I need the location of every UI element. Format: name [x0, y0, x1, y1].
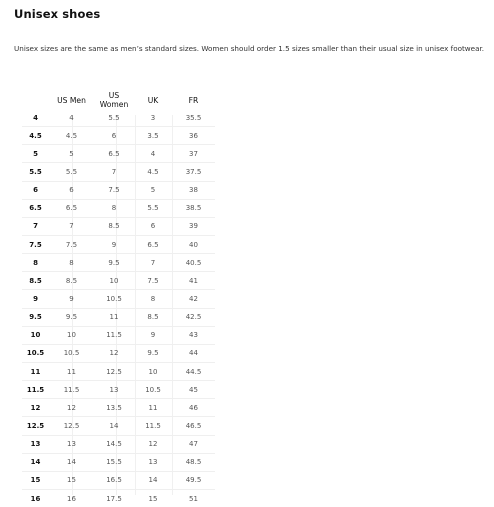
cell-us-men: 10.5: [49, 344, 94, 362]
cell-us-women: 7.5: [94, 181, 134, 199]
row-size: 8.5: [22, 272, 49, 290]
table-row: [22, 308, 215, 326]
row-size: 4.5: [22, 127, 49, 145]
cell-uk: 12: [134, 435, 172, 453]
cell-us-women: 13: [94, 381, 134, 399]
cell-fr: 35.5: [185, 113, 202, 122]
table-row: [22, 290, 215, 308]
cell-uk: 15: [134, 489, 172, 507]
cell-uk: 13: [134, 453, 172, 471]
cell-fr: 40: [172, 235, 215, 253]
table-row: [22, 272, 215, 290]
table-row: [22, 127, 215, 145]
row-size: 11.5: [22, 381, 49, 399]
cell-us-women: 6: [94, 127, 134, 145]
row-size: 5: [22, 145, 49, 163]
cell-us-men: 7: [49, 217, 94, 235]
table-row: [22, 217, 215, 235]
cell-fr: 42: [172, 290, 215, 308]
row-size: 9: [22, 290, 49, 308]
cell-fr: 45: [172, 381, 215, 399]
cell-us-women: 14.5: [94, 435, 134, 453]
cell-us-men: 7.5: [49, 235, 94, 253]
cell-us-men: 12: [49, 399, 94, 417]
row-size: 16: [22, 489, 49, 507]
cell-uk: 11.5: [134, 417, 172, 435]
row-size: 4: [33, 113, 38, 122]
cell-us-women: 10: [94, 272, 134, 290]
cell-us-men: 16: [49, 489, 94, 507]
table-row: [22, 453, 215, 471]
cell-us-men: 11: [49, 362, 94, 380]
cell-uk: 3: [150, 113, 156, 122]
cell-fr: 42.5: [172, 308, 215, 326]
row-size: 6.5: [22, 199, 49, 217]
cell-us-women: 17.5: [94, 489, 134, 507]
cell-us-men: 4.5: [49, 127, 94, 145]
cell-us-women: 11.5: [94, 326, 134, 344]
cell-fr: 48.5: [172, 453, 215, 471]
cell-uk: 10.5: [134, 381, 172, 399]
cell-us-men: 14: [49, 453, 94, 471]
cell-us-women: 9.5: [94, 254, 134, 272]
cell-us-men: 12.5: [49, 417, 94, 435]
cell-us-women: 13.5: [94, 399, 134, 417]
cell-fr: 37.5: [172, 163, 215, 181]
cell-us-women: 15.5: [94, 453, 134, 471]
cell-uk: 9.5: [134, 344, 172, 362]
row-size: 12.5: [22, 417, 49, 435]
table-row: [22, 199, 215, 217]
cell-uk: 5.5: [134, 199, 172, 217]
table-row: [22, 109, 215, 127]
cell-us-men: 4: [69, 113, 74, 122]
size-chart-table: [22, 91, 215, 507]
table-row: [22, 381, 215, 399]
table-row: [22, 471, 215, 489]
cell-fr: 39: [172, 217, 215, 235]
row-size: 13: [22, 435, 49, 453]
cell-uk: 10: [134, 362, 172, 380]
header-uk: UK: [147, 95, 159, 105]
cell-fr: 46: [172, 399, 215, 417]
cell-fr: 46.5: [172, 417, 215, 435]
cell-fr: 43: [172, 326, 215, 344]
header-fr: FR: [188, 95, 199, 105]
header-size: [22, 91, 49, 109]
cell-us-men: 6: [49, 181, 94, 199]
cell-us-men: 9: [49, 290, 94, 308]
row-size: 10: [22, 326, 49, 344]
size-intro-text: Unisex sizes are the same as men’s standard sizes. Women should order 1.5 sizes smaller than their usual size in unisex footwear.: [14, 44, 485, 53]
cell-uk: 11: [134, 399, 172, 417]
cell-fr: 47: [172, 435, 215, 453]
cell-fr: 41: [172, 272, 215, 290]
cell-us-women: 8: [94, 199, 134, 217]
row-size: 7: [22, 217, 49, 235]
row-size: 5.5: [22, 163, 49, 181]
table-row: [22, 417, 215, 435]
cell-us-women: 6.5: [94, 145, 134, 163]
row-size: 14: [22, 453, 49, 471]
cell-uk: 8.5: [134, 308, 172, 326]
cell-us-women: 10.5: [94, 290, 134, 308]
cell-fr: 40.5: [172, 254, 215, 272]
cell-fr: 38.5: [172, 199, 215, 217]
page-title: Unisex shoes: [14, 7, 101, 21]
cell-uk: 9: [134, 326, 172, 344]
table-row: [22, 399, 215, 417]
cell-us-women: 14: [94, 417, 134, 435]
cell-us-women: 12.5: [94, 362, 134, 380]
cell-us-men: 11.5: [49, 381, 94, 399]
cell-us-women: 8.5: [94, 217, 134, 235]
cell-us-men: 8.5: [49, 272, 94, 290]
row-size: 10.5: [22, 344, 49, 362]
cell-us-men: 15: [49, 471, 94, 489]
table-row: [22, 181, 215, 199]
cell-fr: 37: [172, 145, 215, 163]
row-size: 12: [22, 399, 49, 417]
cell-us-women: 11: [94, 308, 134, 326]
size-rows: [22, 109, 215, 507]
cell-us-men: 5.5: [49, 163, 94, 181]
cell-uk: 14: [134, 471, 172, 489]
cell-fr: 49.5: [172, 471, 215, 489]
cell-us-men: 9.5: [49, 308, 94, 326]
row-size: 7.5: [22, 235, 49, 253]
table-row: [22, 145, 215, 163]
cell-us-men: 5: [49, 145, 94, 163]
cell-fr: 44: [172, 344, 215, 362]
table-row: [22, 489, 215, 507]
header-us-women: US Women: [99, 91, 129, 109]
cell-fr: 44.5: [172, 362, 215, 380]
cell-fr: 38: [172, 181, 215, 199]
cell-uk: 8: [134, 290, 172, 308]
cell-us-women: 16.5: [94, 471, 134, 489]
cell-fr: 51: [172, 489, 215, 507]
table-row: [22, 254, 215, 272]
cell-uk: 7.5: [134, 272, 172, 290]
row-size: 11: [22, 362, 49, 380]
table-row: [22, 362, 215, 380]
cell-us-women: 7: [94, 163, 134, 181]
table-row: [22, 235, 215, 253]
cell-uk: 6: [134, 217, 172, 235]
row-size: 6: [22, 181, 49, 199]
cell-us-men: 13: [49, 435, 94, 453]
cell-fr: 36: [172, 127, 215, 145]
cell-uk: 3.5: [134, 127, 172, 145]
table-row: [22, 163, 215, 181]
cell-uk: 7: [134, 254, 172, 272]
row-size: 8: [22, 254, 49, 272]
cell-uk: 4.5: [134, 163, 172, 181]
row-size: 15: [22, 471, 49, 489]
cell-us-men: 8: [49, 254, 94, 272]
header-us-men: US Men: [57, 95, 86, 105]
cell-uk: 4: [134, 145, 172, 163]
row-size: 9.5: [22, 308, 49, 326]
table-row: [22, 344, 215, 362]
table-header-row: [22, 91, 215, 109]
table-row: [22, 326, 215, 344]
cell-us-men: 6.5: [49, 199, 94, 217]
cell-uk: 5: [134, 181, 172, 199]
cell-us-men: 10: [49, 326, 94, 344]
cell-us-women: 5.5: [108, 113, 120, 122]
table-row: [22, 435, 215, 453]
cell-us-women: 9: [94, 235, 134, 253]
cell-uk: 6.5: [134, 235, 172, 253]
cell-us-women: 12: [94, 344, 134, 362]
